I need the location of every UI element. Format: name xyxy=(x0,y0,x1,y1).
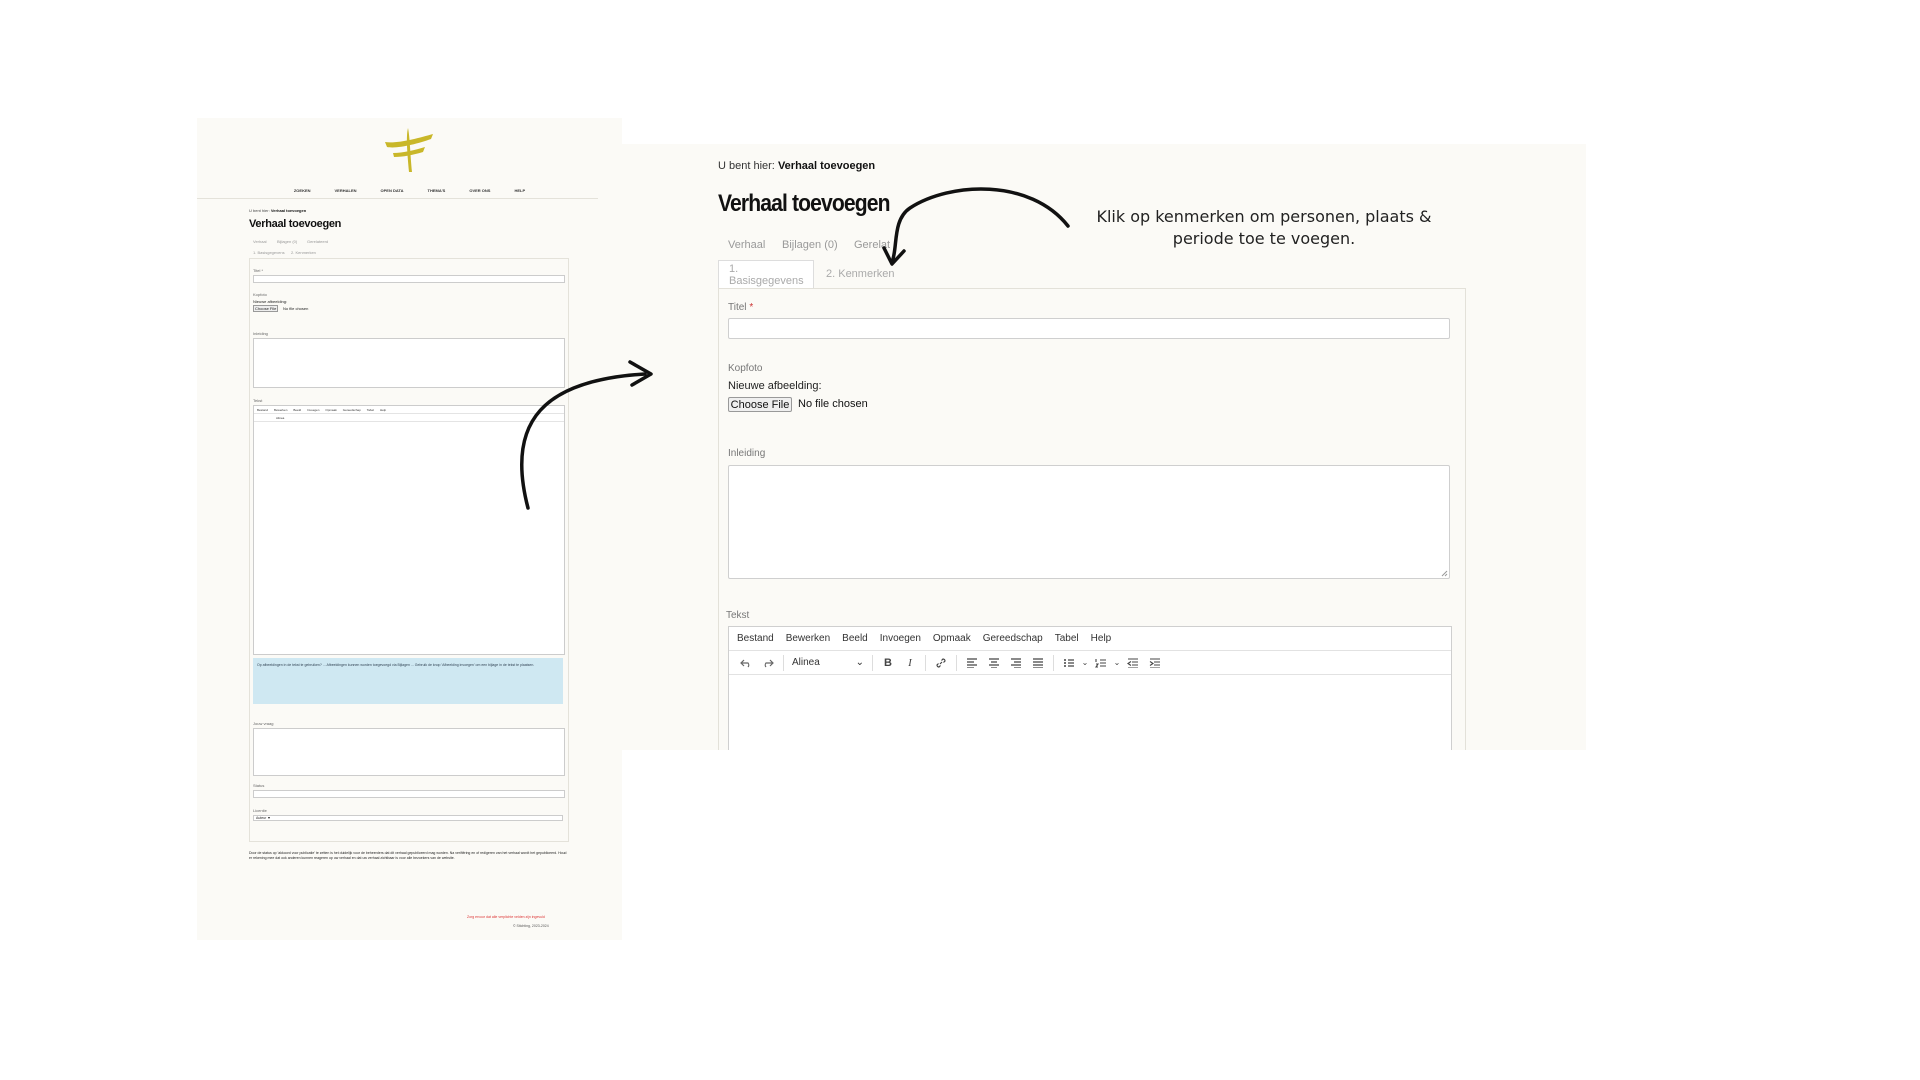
nav-item[interactable]: THEMA'S xyxy=(427,187,446,193)
breadcrumb: U bent hier: Verhaal toevoegen xyxy=(249,208,307,213)
tab-bijlagen[interactable]: Bijlagen (0) xyxy=(277,239,298,244)
tab-verhaal[interactable]: Verhaal xyxy=(253,239,267,244)
nav-item[interactable]: VERHALEN xyxy=(334,187,357,193)
new-image-label: Nieuwe afbeelding: xyxy=(728,380,822,392)
rich-text-editor[interactable] xyxy=(728,626,1452,750)
format-select[interactable]: Alinea xyxy=(276,415,285,420)
editor-menubar xyxy=(254,406,564,414)
required-mark: * xyxy=(749,302,754,313)
editor-toolbar xyxy=(254,414,564,422)
subtab-basisgegevens[interactable]: 1. Basisgegevens xyxy=(718,260,814,288)
text-label: Tekst xyxy=(253,398,263,403)
full-page-thumbnail xyxy=(197,118,622,940)
chevron-down-icon: ⌄ xyxy=(855,657,864,668)
intro-textarea[interactable] xyxy=(253,338,565,388)
toolbar-divider xyxy=(872,655,873,671)
intro-textarea[interactable] xyxy=(728,465,1450,579)
kopfoto-label: Kopfoto xyxy=(253,292,267,297)
breadcrumb: U bent hier: Verhaal toevoegen xyxy=(718,160,876,172)
tab-bijlagen[interactable]: Bijlagen (0) xyxy=(782,239,838,251)
intro-label: Inleiding xyxy=(253,331,268,336)
toolbar-divider xyxy=(925,655,926,671)
align-center-icon[interactable] xyxy=(983,654,1005,672)
kopfoto-label: Kopfoto xyxy=(728,363,763,374)
tab-gerelateerd[interactable]: Gerelateerd xyxy=(307,239,329,244)
title-input[interactable] xyxy=(728,318,1450,339)
main-nav xyxy=(197,182,622,199)
tab-gerelateerd[interactable]: Gerelat xyxy=(854,239,891,251)
status-input[interactable] xyxy=(253,790,565,798)
toolbar-divider xyxy=(783,655,784,671)
choose-file-button[interactable]: Choose File xyxy=(728,397,792,412)
editor-menubar xyxy=(729,627,1451,651)
menu-item[interactable]: Gereedschap xyxy=(342,407,361,412)
title-label: Titel * xyxy=(728,302,754,313)
chevron-down-icon[interactable]: ⌄ xyxy=(1081,658,1089,667)
file-button[interactable]: Choose File xyxy=(255,306,277,311)
subtab-basisgegevens[interactable]: 1. Basisgegevens xyxy=(253,250,285,255)
required-warning: Zorg ervoor dat alle verplichte velden zijn ingevuld xyxy=(467,915,545,919)
title-label: Titel * xyxy=(253,268,264,273)
subtab-kenmerken[interactable]: 2. Kenmerken xyxy=(291,250,316,255)
menu-item[interactable]: Tabel xyxy=(366,407,374,412)
chevron-down-icon[interactable]: ⌄ xyxy=(1113,658,1121,667)
intro-label: Inleiding xyxy=(728,448,766,459)
menu-opmaak[interactable]: Opmaak xyxy=(932,633,971,644)
menu-item[interactable]: Help xyxy=(379,407,387,412)
text-editor[interactable] xyxy=(253,405,565,655)
toolbar-divider xyxy=(1053,655,1054,671)
footer-text: Door de status op 'akkoord voor publicatie' te zetten is het duidelijk voor de beheerders dat dit verhaal gepubliceerd mag worden. Na verifiëring en of redigeren van het verhaal wordt het gepubliceerd. Houd er rekening mee dat ook anderen kunnen reageren op uw verhaal en dat uw verhaal zichtbaar is voor alle bezoekers van de website. xyxy=(249,851,567,860)
bullet-list-icon[interactable] xyxy=(1058,654,1080,672)
nav-item[interactable]: ZOEKEN xyxy=(293,187,311,193)
jouw-vraag-textarea[interactable] xyxy=(253,728,565,776)
editor-toolbar xyxy=(729,651,1451,675)
menu-tabel[interactable]: Tabel xyxy=(1054,633,1079,644)
file-status: No file chosen xyxy=(798,398,868,410)
subtab-kenmerken[interactable]: 2. Kenmerken xyxy=(826,268,895,280)
title-input[interactable] xyxy=(253,275,565,283)
link-icon[interactable] xyxy=(930,654,952,672)
menu-item[interactable]: Bewerken xyxy=(274,407,288,412)
file-status: No file chosen xyxy=(283,306,309,311)
menu-item[interactable]: Bestand xyxy=(257,407,269,412)
menu-item[interactable]: Opmaak xyxy=(325,407,337,412)
site-logo xyxy=(379,126,437,174)
nav-item[interactable]: OPEN DATA xyxy=(380,187,404,193)
tab-verhaal[interactable]: Verhaal xyxy=(728,239,766,251)
status-label: Status xyxy=(253,783,265,788)
licentie-select[interactable]: Auteur ▼ xyxy=(253,815,563,821)
licentie-label: Licentie xyxy=(253,808,267,813)
menu-bewerken[interactable]: Bewerken xyxy=(785,633,831,644)
menu-invoegen[interactable]: Invoegen xyxy=(879,633,921,644)
annotation-text: Klik op kenmerken om personen, plaats & periode toe te voegen. xyxy=(1096,207,1432,248)
info-box: Op afbeeldingen in de tekst te gebruiken? ... Afbeeldingen kunnen worden toegevoegd via Bijlagen ... Gebruik de knop 'Afbeelding invoegen' om een bijlage in de tekst te plaatsen. xyxy=(253,658,563,704)
redo-icon[interactable] xyxy=(757,654,779,672)
menu-item[interactable]: Invoegen xyxy=(307,407,320,412)
align-justify-icon[interactable] xyxy=(1027,654,1049,672)
new-image-label: Nieuwe afbeelding: xyxy=(253,299,288,304)
page-title: Verhaal toevoegen xyxy=(249,218,342,230)
resize-handle-icon[interactable] xyxy=(1441,570,1448,577)
menu-item[interactable]: Beeld xyxy=(293,407,302,412)
indent-icon[interactable] xyxy=(1144,654,1166,672)
numbered-list-icon[interactable] xyxy=(1090,654,1112,672)
outdent-icon[interactable] xyxy=(1122,654,1144,672)
align-left-icon[interactable] xyxy=(961,654,983,672)
italic-icon[interactable]: I xyxy=(908,656,912,669)
bold-icon[interactable]: B xyxy=(884,656,892,669)
undo-icon[interactable] xyxy=(735,654,757,672)
format-select[interactable]: Alinea ⌄ xyxy=(792,657,864,668)
menu-gereedschap[interactable]: Gereedschap xyxy=(982,633,1043,644)
copyright: © Stichting, 2023-2024 xyxy=(513,924,549,928)
nav-item[interactable]: HELP xyxy=(514,187,526,193)
menu-bestand[interactable]: Bestand xyxy=(737,633,774,644)
page-title: Verhaal toevoegen xyxy=(718,190,890,217)
menu-beeld[interactable]: Beeld xyxy=(842,633,868,644)
align-right-icon[interactable] xyxy=(1005,654,1027,672)
jouw-vraag-label: Jouw vraag xyxy=(253,721,274,726)
menu-help[interactable]: Help xyxy=(1090,633,1112,644)
nav-item[interactable]: OVER ONS xyxy=(469,187,491,193)
text-label: Tekst xyxy=(726,610,750,621)
toolbar-divider xyxy=(956,655,957,671)
